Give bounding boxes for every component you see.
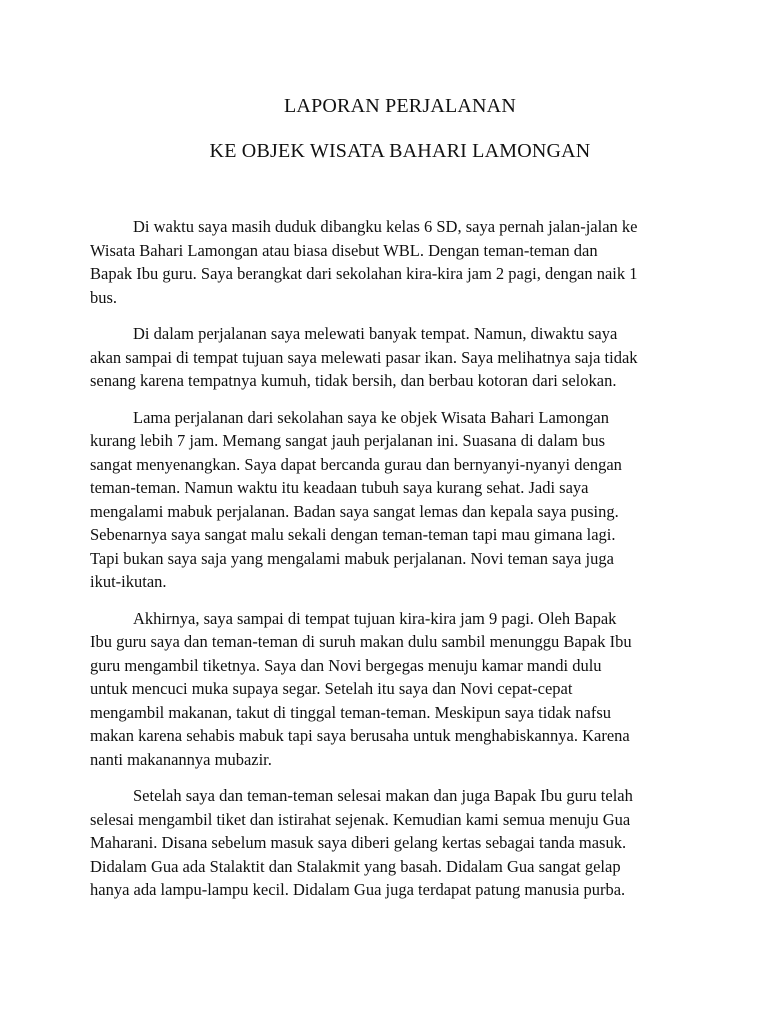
paragraph-line: Di dalam perjalanan saya melewati banyak tempat. Namun, diwaktu saya bbox=[133, 324, 618, 343]
paragraph bbox=[90, 322, 680, 393]
paragraph-line: untuk mencuci muka supaya segar. Setelah itu saya dan Novi cepat-cepat bbox=[90, 679, 573, 698]
paragraph-line: Wisata Bahari Lamongan atau biasa disebut WBL. Dengan teman-teman dan bbox=[90, 240, 598, 260]
paragraph bbox=[90, 784, 680, 902]
paragraph-line: Maharani. Disana sebelum masuk saya diberi gelang kertas sebagai tanda masuk. bbox=[90, 833, 627, 852]
paragraph-line: Lama perjalanan dari sekolahan saya ke objek Wisata Bahari Lamongan bbox=[133, 407, 609, 427]
paragraph-line: hanya ada lampu-lampu kecil. Didalam Gua juga terdapat patung manusia purba. bbox=[90, 880, 626, 899]
paragraph bbox=[90, 607, 680, 772]
paragraph-line: sangat menyenangkan. Saya dapat bercanda gurau dan bernyanyi-nyanyi dengan bbox=[90, 454, 622, 474]
paragraph-line: mengalami mabuk perjalanan. Badan saya sangat lemas dan kepala saya pusing. bbox=[90, 501, 619, 521]
paragraph bbox=[90, 406, 680, 594]
paragraph-line: ikut-ikutan. bbox=[90, 572, 167, 591]
paragraph-line: Tapi bukan saya saja yang mengalami mabuk perjalanan. Novi teman saya juga bbox=[90, 548, 614, 568]
title-line-1: LAPORAN PERJALANAN bbox=[284, 95, 516, 117]
paragraph-line: Sebenarnya saya sangat malu sekali dengan teman-teman tapi mau gimana lagi. bbox=[90, 525, 616, 544]
paragraph-line: makan karena sehabis mabuk tapi saya berusaha untuk menghabiskannya. Karena bbox=[90, 726, 630, 745]
paragraph-line: senang karena tempatnya kumuh, tidak bersih, dan berbau kotoran dari selokan. bbox=[90, 371, 617, 390]
paragraph-line: nanti makanannya mubazir. bbox=[90, 749, 272, 769]
paragraph-line: teman-teman. Namun waktu itu keadaan tubuh saya kurang sehat. Jadi saya bbox=[90, 478, 589, 497]
paragraph-line: bus. bbox=[90, 287, 118, 307]
title-line-2: KE OBJEK WISATA BAHARI LAMONGAN bbox=[209, 140, 591, 162]
paragraph-line: selesai mengambil tiket dan istirahat sejenak. Kemudian kami semua menuju Gua bbox=[90, 809, 631, 829]
paragraph-line: Bapak Ibu guru. Saya berangkat dari sekolahan kira-kira jam 2 pagi, dengan naik 1 bbox=[90, 264, 638, 283]
paragraph-line: Akhirnya, saya sampai di tempat tujuan kira-kira jam 9 pagi. Oleh Bapak bbox=[133, 608, 617, 628]
paragraph-line: kurang lebih 7 jam. Memang sangat jauh perjalanan ini. Suasana di dalam bus bbox=[90, 431, 606, 450]
paragraph bbox=[90, 215, 680, 309]
paragraph-line: mengambil makanan, takut di tinggal teman-teman. Meskipun saya tidak nafsu bbox=[90, 702, 611, 722]
paragraph-line: Setelah saya dan teman-teman selesai makan dan juga Bapak Ibu guru telah bbox=[133, 786, 633, 805]
paragraph-line: Ibu guru saya dan teman-teman di suruh makan dulu sambil menunggu Bapak Ibu bbox=[90, 632, 632, 651]
paragraph-line: guru mengambil tiketnya. Saya dan Novi bergegas menuju kamar mandi dulu bbox=[90, 655, 602, 675]
paragraph-line: akan sampai di tempat tujuan saya melewati pasar ikan. Saya melihatnya saja tidak bbox=[90, 347, 638, 367]
document-body bbox=[90, 215, 680, 915]
paragraph-line: Didalam Gua ada Stalaktit dan Stalakmit yang basah. Didalam Gua sangat gelap bbox=[90, 856, 621, 876]
paragraph-line: Di waktu saya masih duduk dibangku kelas 6 SD, saya pernah jalan-jalan ke bbox=[133, 217, 638, 236]
